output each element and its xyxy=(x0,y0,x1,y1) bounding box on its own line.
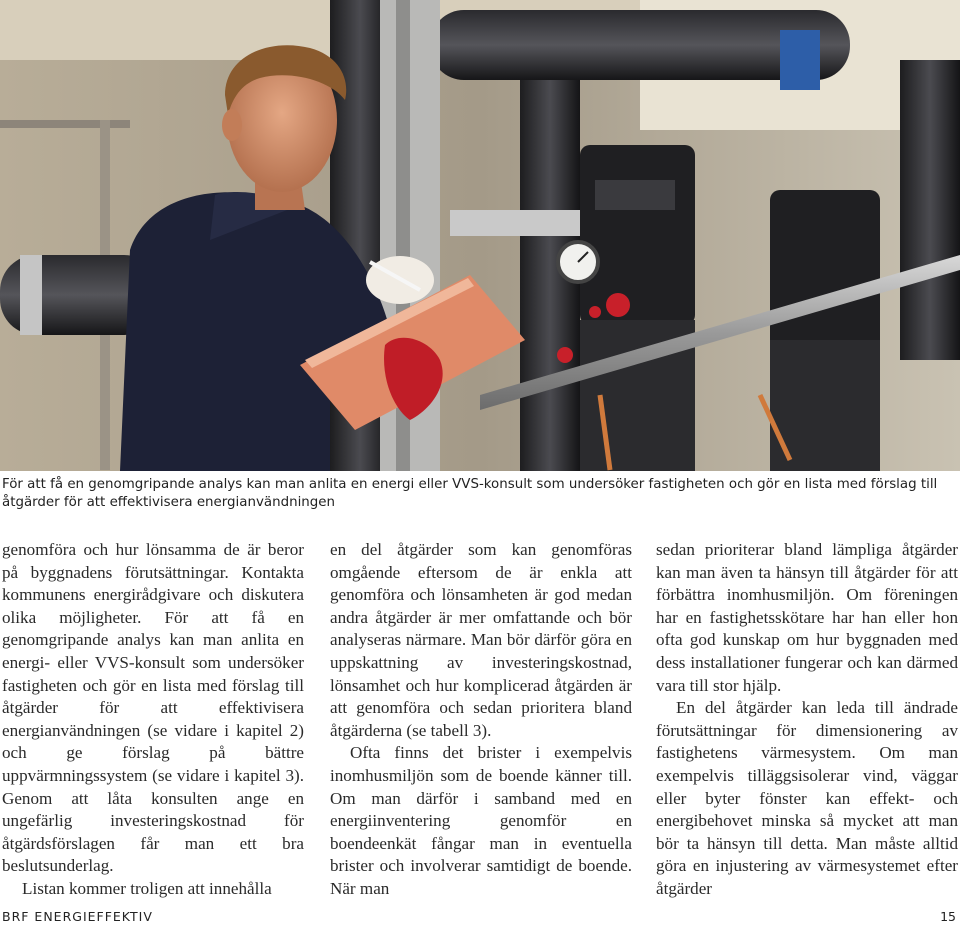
page-number: 15 xyxy=(940,909,956,924)
text-column-3 xyxy=(656,539,958,901)
photo-caption: För att få en genomgripande analys kan man anlita en energi eller VVS-konsult som undersöker fastigheten och gör en lista med förslag till åtgärder för att effektivisera energianvändningen xyxy=(2,477,938,510)
paragraph: en del åtgärder som kan genomföras omgående eftersom de är enkla att genomföra och lönsamheten är god medan andra åtgärder är mer omfattande och bör analyseras närmare. Man bör därför göra en uppskattning av investeringskostnad, lönsamhet och hur komplicerad åtgärden är att genomföra och sedan prioritera bland åtgärderna (se tabell 3). xyxy=(330,540,632,740)
text-column-1 xyxy=(2,539,304,901)
paragraph: En del åtgärder kan leda till ändrade förutsättningar för dimensionering av fastighetens värmesystem. Om man exempelvis tilläggsisolerar vind, väggar eller byter fönster kan effekt- och energibehovet minska så mycket att man bör ta hänsyn till detta. Man måste alltid göra en injustering av värmesystemet efter åtgärder xyxy=(656,698,958,898)
paragraph: genomföra och hur lönsamma de är beror på byggnadens förutsättningar. Kontakta kommunens energirådgivare och diskutera olika möjligheter. För att få en genomgripande analys kan man anlita en energi- eller VVS-konsult som undersöker fastigheten och gör en lista med förslag till åtgärder för att effektivisera energianvändningen (se vidare i kapitel 2) och ge förslag på bättre uppvärmningssystem (se vidare i kapitel 3). Genom att låta konsulten ange en ungefärlig investeringskostnad för åtgärdsförslagen får man ett bra beslutsunderlag. xyxy=(2,540,304,876)
paragraph: Ofta finns det brister i exempelvis inomhusmiljön som de boende känner till. Om man därför i samband med en energiinventering genomför en boendeenkät fångar man in eventuella brister och involverar samtidigt de boende. När man xyxy=(330,743,632,898)
paragraph: sedan prioriterar bland lämpliga åtgärder kan man även ta hänsyn till åtgärder för att förbättra inomhusmiljön. Om föreningen har en fastighetsskötare har han eller hon ofta god kunskap om hur byggnaden med dess installationer fungerar och kan därmed vara till stor hjälp. xyxy=(656,540,958,695)
paragraph: Listan kommer troligen att innehålla xyxy=(22,878,272,898)
publication-name: BRF ENERGIEFFEKTIV xyxy=(2,909,153,924)
text-column-2 xyxy=(330,539,632,901)
